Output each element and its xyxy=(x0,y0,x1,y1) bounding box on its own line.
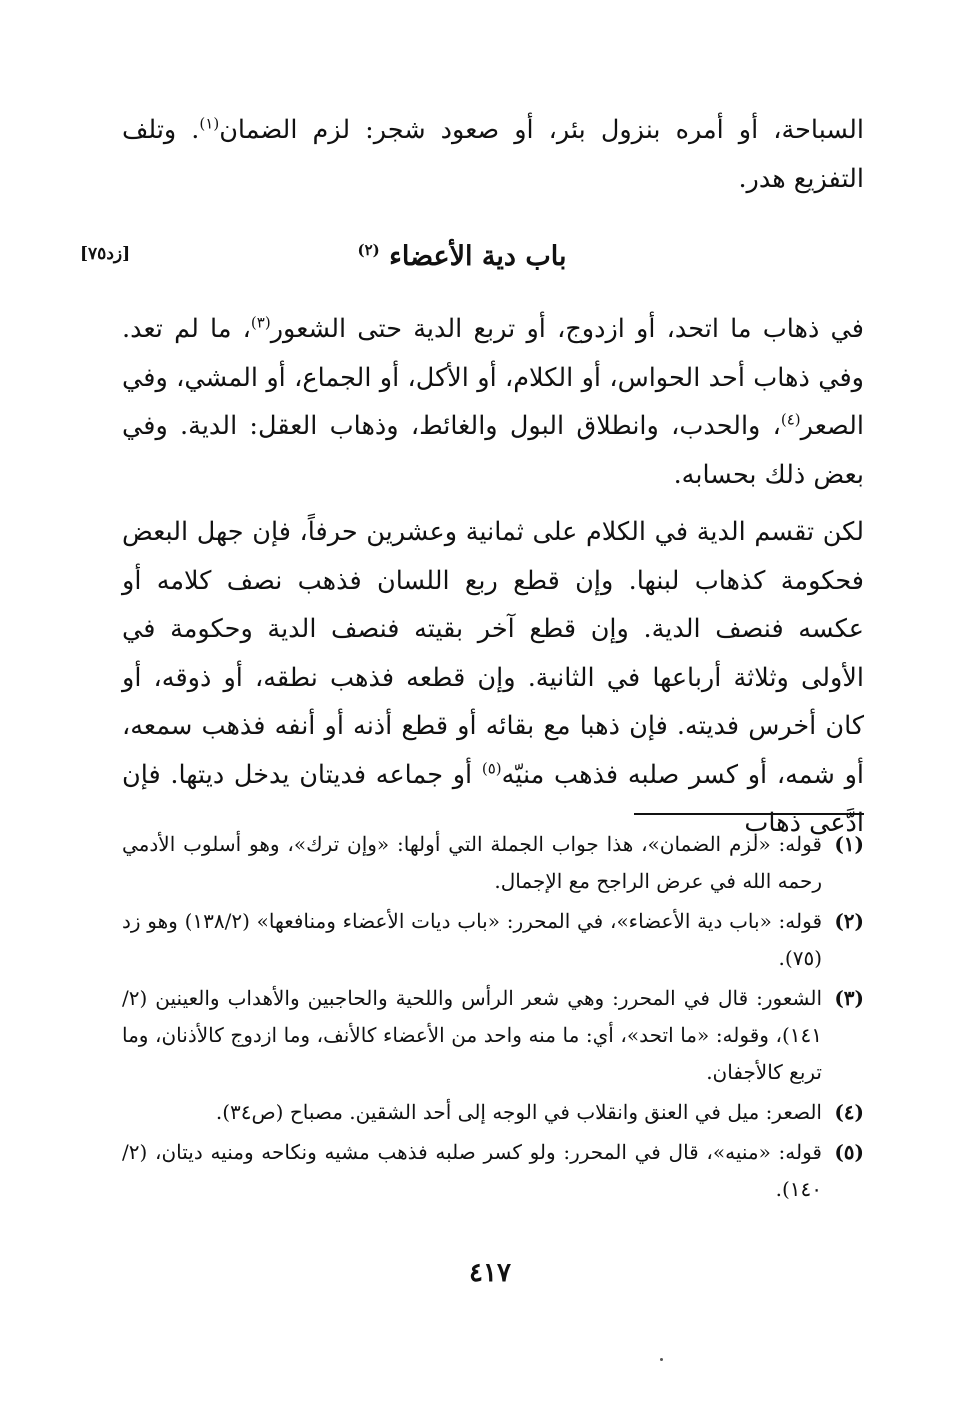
paragraph-text: ، والحدب، وانطلاق البول والغائط، وذهاب العقل: الدية. وفي بعض ذلك بحسابه. xyxy=(122,411,864,490)
paragraph-1 xyxy=(122,305,864,499)
margin-reference: [زد٧٥] xyxy=(80,244,131,264)
footnote-number: (٤) xyxy=(834,1100,864,1124)
paragraph-text: في ذهاب ما اتحد، أو ازدوج، أو تربع الدية حتى الشعور xyxy=(270,314,864,344)
page-number: ٤١٧ xyxy=(469,1258,511,1288)
footnotes xyxy=(122,826,864,1211)
footnote-ref[interactable]: (٥) xyxy=(481,759,502,777)
footnote-item xyxy=(122,1134,864,1208)
footnote-text: قوله: «باب دية الأعضاء»، في المحرر: «باب ديات الأعضاء ومنافعها» (١٣٨/٢) وهو زد (٧٥). xyxy=(122,909,822,970)
scan-speck xyxy=(660,1358,663,1361)
footnote-text: قوله: «لزم الضمان»، هذا جواب الجملة التي أولها: «وإن ترك»، وهو أسلوب الأدمي رحمه الله في عرض الراجح مع الإجمال. xyxy=(122,832,822,893)
paragraph-text: لكن تقسم الدية في الكلام على ثمانية وعشرين حرفاً، فإن جهل البعض فحكومة كذهاب لبنها. وإن قطع ربع اللسان فذهب نصف كلامه أو عكسه فنصف الدية. وإن قطع آخر بقيته فنصف الدية وحكومة في الأولى وثلاثة أرباعها في الثانية. وإن قطعه فذهب نطقه، أو ذوقه، أو كان أخرس فديته. فإن ذهبا مع بقائه أو قطع أذنه أو أنفه فذهب سمعه، أو شمه، أو كسر صلبه فذهب منيّه xyxy=(122,517,864,790)
footnote-ref[interactable]: (٣) xyxy=(250,313,271,332)
footnote-text: قوله: «منيه»، قال في المحرر: ولو كسر صلبه فذهب مشيه ونكاحه ومنيه ديتان، (٢/ ١٤٠). xyxy=(122,1140,822,1201)
paragraph-2 xyxy=(122,508,864,848)
paragraph-text: أو جماعه فديتان يدخل ديتها. فإن ادَّعى ذهاب xyxy=(122,759,864,838)
footnote-text: الصعر: ميل في العنق وانقلاب في الوجه إلى أحد الشقين. مصباح (ص٣٤). xyxy=(215,1100,822,1124)
footnote-item xyxy=(122,903,864,977)
footnote-number: (١) xyxy=(834,832,864,856)
paragraph-text: ، ما لم تعد. وفي ذهاب أحد الحواس، أو الكلام، أو الأكل، أو الجماع، أو المشي، وفي الصعر xyxy=(122,314,864,441)
heading-title: باب دية الأعضاء xyxy=(389,241,567,272)
section-heading-row xyxy=(60,232,864,282)
footnote-text: الشعور: قال في المحرر: وهي شعر الرأس واللحية والحاجبين والأهداب والعينين (٢/ ١٤١)، وقوله: «ما اتحد»، أي: ما منه واحد من الأعضاء كالأنف، وما ازدوج كالأذنان، وما تربع كالأجفان. xyxy=(122,986,822,1084)
footnote-number: (٣) xyxy=(834,986,864,1010)
footnote-item xyxy=(122,1094,864,1131)
paragraph-intro xyxy=(122,106,864,203)
paragraph-text: . وتلف التفزيع هدر. xyxy=(122,115,864,194)
footnote-number: (٢) xyxy=(834,909,864,933)
footnote-item xyxy=(122,826,864,900)
paragraph-text: السباحة، أو أمره بنزول بئر، أو صعود شجر: لزم الضمان xyxy=(219,115,864,145)
footnote-number: (٥) xyxy=(834,1140,864,1164)
footnote-item xyxy=(122,980,864,1091)
footnote-ref[interactable]: (١) xyxy=(199,114,220,133)
footnote-ref[interactable]: (٤) xyxy=(780,410,801,429)
footnote-separator xyxy=(634,813,864,815)
footnote-ref[interactable]: (٢) xyxy=(357,241,380,259)
section-heading xyxy=(60,232,864,282)
